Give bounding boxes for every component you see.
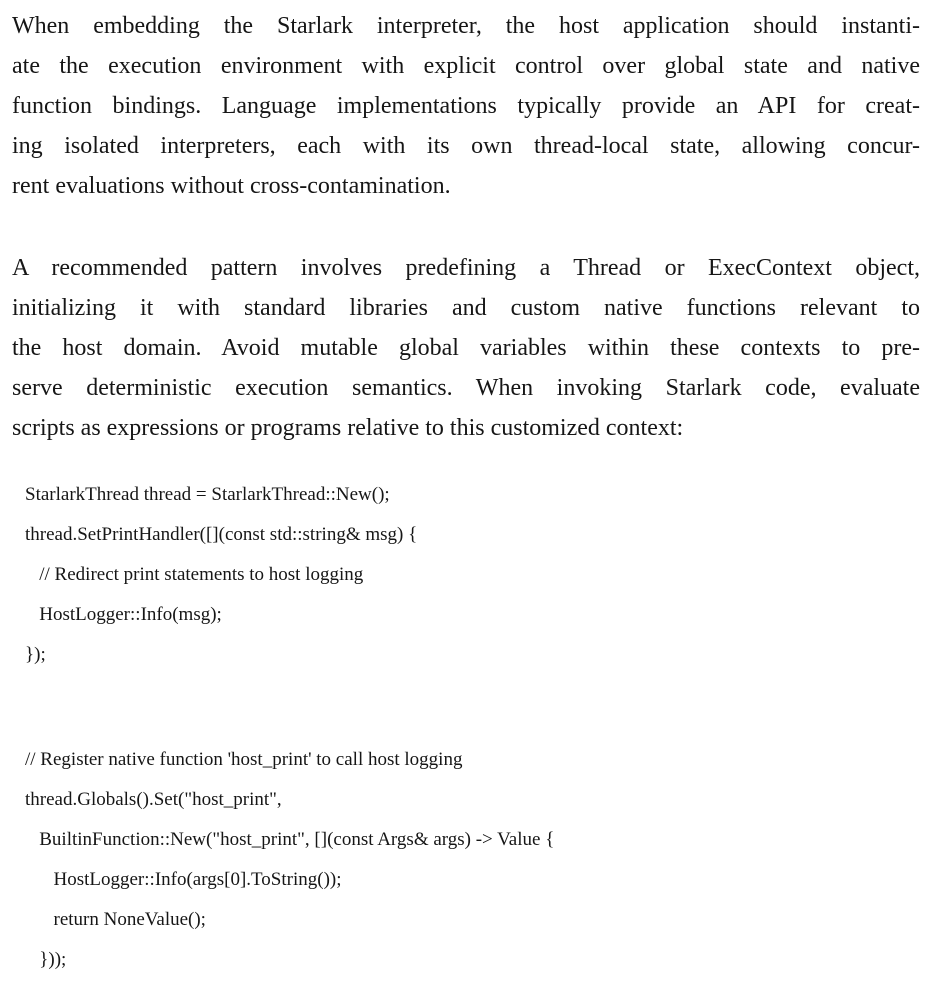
text-line: ate the execution environment with explicit control over global state and native (12, 53, 920, 79)
paragraph-recommended-pattern (12, 248, 920, 448)
text-line: the host domain. Avoid mutable global variables within these contexts to pre- (12, 335, 920, 361)
text-line: function bindings. Language implementations typically provide an API for creat- (12, 93, 920, 119)
code-line: return NoneValue(); (25, 909, 206, 930)
code-line: HostLogger::Info(args[0].ToString()); (25, 869, 342, 890)
code-line: StarlarkThread thread = StarlarkThread::New(); (25, 484, 390, 505)
text-line: rent evaluations without cross-contamination. (12, 173, 451, 199)
paragraph-embedding-intro (12, 6, 920, 206)
code-block-register-native-function (12, 740, 920, 980)
code-line: thread.SetPrintHandler([](const std::string& msg) { (25, 524, 418, 545)
text-line: ing isolated interpreters, each with its own thread-local state, allowing concur- (12, 133, 920, 159)
text-line: scripts as expressions or programs relative to this customized context: (12, 415, 684, 441)
code-line: thread.Globals().Set("host_print", (25, 789, 282, 810)
code-line: })); (25, 949, 67, 970)
code-line: // Redirect print statements to host logging (25, 564, 364, 585)
code-line: HostLogger::Info(msg); (25, 604, 222, 625)
text-line: initializing it with standard libraries and custom native functions relevant to (12, 295, 920, 321)
text-line: serve deterministic execution semantics. When invoking Starlark code, evaluate (12, 375, 920, 401)
text-line: A recommended pattern involves predefining a Thread or ExecContext object, (12, 255, 920, 281)
code-line: BuiltinFunction::New("host_print", [](const Args& args) -> Value { (25, 829, 555, 850)
code-line: }); (25, 644, 46, 665)
code-line: // Register native function 'host_print' to call host logging (25, 749, 463, 770)
code-block-print-handler (12, 475, 920, 675)
text-line: When embedding the Starlark interpreter, the host application should instanti- (12, 13, 920, 39)
